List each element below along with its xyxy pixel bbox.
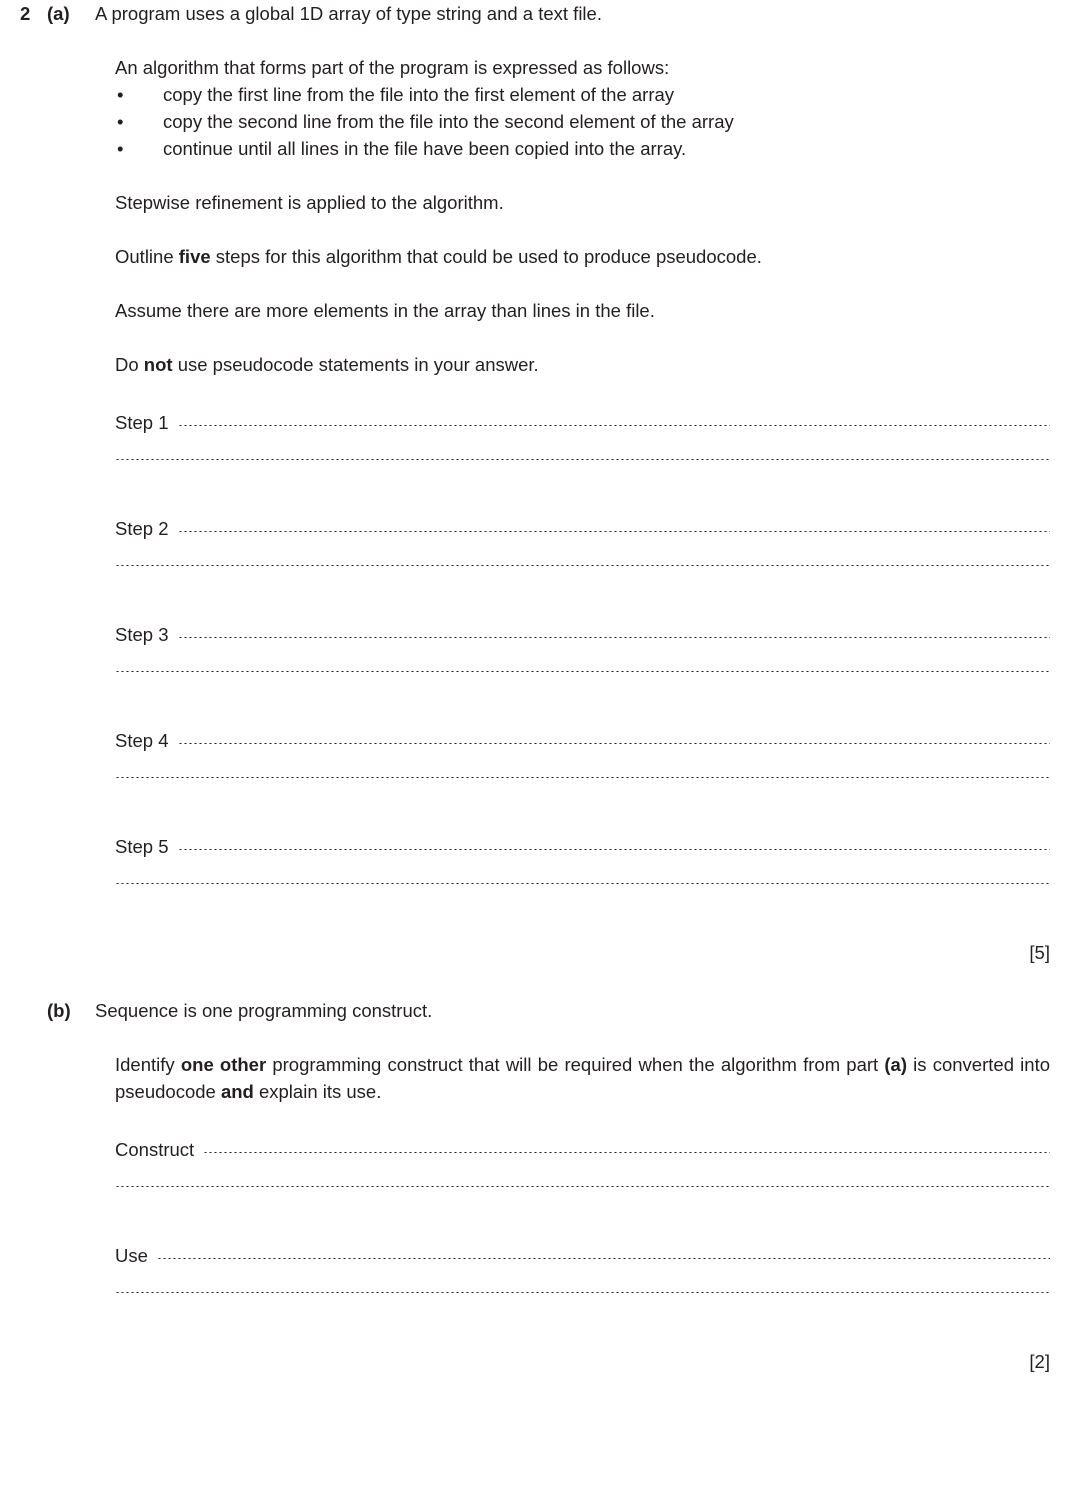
spacer — [0, 216, 1074, 243]
question-2a-header-row — [0, 0, 1074, 27]
dotted-writing-line[interactable] — [115, 1186, 1050, 1187]
dotted-writing-line[interactable] — [115, 883, 1050, 884]
dotted-writing-line[interactable] — [178, 637, 1051, 638]
identify-emphasis-3: and — [220, 1081, 254, 1102]
identify-seg-2: programming construct that will be required when the algorithm from part — [266, 1054, 885, 1075]
answer-line-step-4-cont[interactable] — [115, 780, 1050, 833]
step-1-label: Step 1 — [115, 412, 169, 433]
identify-emphasis-2: (a) — [884, 1054, 907, 1075]
donot-instruction-text — [115, 351, 1050, 378]
answer-line-use-cont[interactable] — [115, 1295, 1050, 1348]
part-a-answer-lines — [115, 409, 1050, 939]
list-item-label: copy the first line from the file into the first element of the array — [163, 84, 675, 105]
spacer — [0, 324, 1074, 351]
algorithm-block — [115, 54, 1050, 162]
dotted-writing-line[interactable] — [115, 459, 1050, 460]
identify-seg-1: Identify — [115, 1054, 181, 1075]
dotted-writing-line[interactable] — [115, 777, 1050, 778]
part-b-answer-lines — [115, 1136, 1050, 1348]
identify-seg-3: is converted into pseudocode — [115, 1054, 1050, 1102]
answer-line-construct[interactable] — [115, 1136, 1050, 1189]
list-item-label: copy the second line from the file into the second element of the array — [163, 111, 734, 132]
part-a-intro-text: A program uses a global 1D array of type string and a text file. — [95, 3, 602, 24]
spacer — [0, 966, 1074, 997]
dotted-writing-line[interactable] — [178, 425, 1051, 426]
dotted-writing-line[interactable] — [115, 671, 1050, 672]
algorithm-intro-text: An algorithm that forms part of the program is expressed as follows: — [115, 57, 670, 78]
step-5-label: Step 5 — [115, 836, 169, 857]
spacer — [0, 27, 1074, 54]
list-item — [115, 108, 1050, 135]
donot-post: use pseudocode statements in your answer. — [172, 354, 539, 375]
donot-pre: Do — [115, 354, 144, 375]
identify-seg-4: explain its use. — [253, 1081, 382, 1102]
identify-emphasis-1: one other — [180, 1054, 267, 1075]
part-b-intro-text: Sequence is one programming construct. — [95, 1000, 433, 1021]
spacer — [0, 270, 1074, 297]
part-label-a: (a) — [47, 3, 70, 24]
marks-part-b: [2] — [1029, 1351, 1050, 1372]
dotted-writing-line[interactable] — [178, 849, 1051, 850]
answer-line-step-1-cont[interactable] — [115, 462, 1050, 515]
part-a-intro-wrapper — [95, 0, 1074, 27]
assumption-text: Assume there are more elements in the array than lines in the file. — [115, 300, 655, 321]
assumption-wrapper — [115, 297, 1050, 324]
part-b-intro-wrapper — [95, 997, 1074, 1024]
outline-instruction-wrapper — [115, 243, 1050, 270]
dotted-writing-line[interactable] — [115, 1292, 1050, 1293]
answer-line-step-5-cont[interactable] — [115, 886, 1050, 939]
bullet-icon: • — [117, 111, 124, 132]
bullet-icon: • — [117, 84, 124, 105]
marks-part-a: [5] — [1029, 942, 1050, 963]
bullet-icon: • — [117, 138, 124, 159]
stepwise-refinement-text: Stepwise refinement is applied to the algorithm. — [115, 192, 504, 213]
answer-line-step-2[interactable] — [115, 515, 1050, 568]
list-item — [115, 135, 1050, 162]
dotted-writing-line[interactable] — [178, 743, 1051, 744]
identify-instruction-text — [115, 1051, 1050, 1105]
use-label: Use — [115, 1245, 148, 1266]
spacer — [0, 1024, 1074, 1051]
question-number: 2 — [20, 3, 31, 24]
stepwise-paragraph-wrapper — [115, 189, 1050, 216]
question-2b-header-row — [0, 997, 1074, 1024]
identify-instruction-wrapper — [115, 1051, 1050, 1105]
answer-line-use[interactable] — [115, 1242, 1050, 1295]
dotted-writing-line[interactable] — [157, 1258, 1050, 1259]
dotted-writing-line[interactable] — [178, 531, 1051, 532]
answer-line-step-1[interactable] — [115, 409, 1050, 462]
outline-emphasis: five — [178, 246, 211, 267]
answer-line-step-2-cont[interactable] — [115, 568, 1050, 621]
step-4-label: Step 4 — [115, 730, 169, 751]
answer-line-step-4[interactable] — [115, 727, 1050, 780]
construct-label: Construct — [115, 1139, 195, 1160]
outline-post: steps for this algorithm that could be used to produce pseudocode. — [210, 246, 762, 267]
spacer — [0, 162, 1074, 189]
step-3-label: Step 3 — [115, 624, 169, 645]
part-label-b: (b) — [47, 1000, 71, 1021]
outline-pre: Outline — [115, 246, 179, 267]
outline-instruction-text — [115, 243, 1050, 270]
spacer — [0, 1105, 1074, 1136]
donot-emphasis: not — [143, 354, 173, 375]
donot-instruction-wrapper — [115, 351, 1050, 378]
step-2-label: Step 2 — [115, 518, 169, 539]
dotted-writing-line[interactable] — [203, 1152, 1050, 1153]
answer-line-step-3-cont[interactable] — [115, 674, 1050, 727]
list-item-label: continue until all lines in the file have been copied into the array. — [163, 138, 687, 159]
answer-line-step-3[interactable] — [115, 621, 1050, 674]
spacer — [0, 378, 1074, 409]
dotted-writing-line[interactable] — [115, 565, 1050, 566]
algorithm-bullet-list — [115, 81, 1050, 162]
list-item — [115, 81, 1050, 108]
answer-line-construct-cont[interactable] — [115, 1189, 1050, 1242]
answer-line-step-5[interactable] — [115, 833, 1050, 886]
